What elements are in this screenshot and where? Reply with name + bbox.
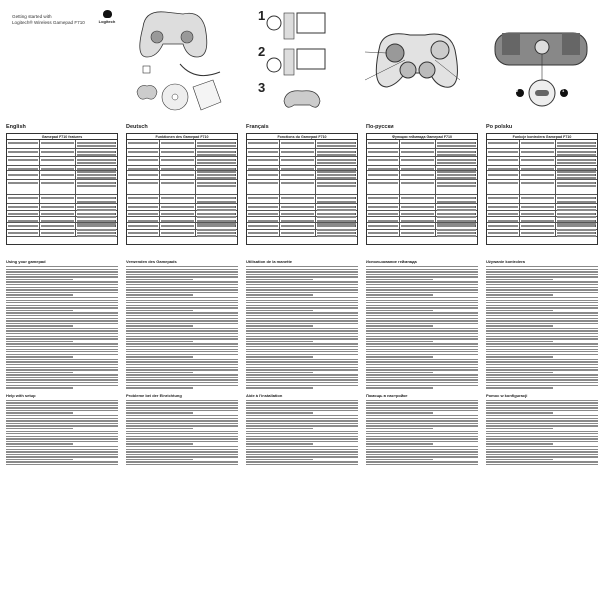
section-heading: Aide à l'installation [246, 392, 283, 398]
table-row [7, 140, 117, 149]
table-row [367, 204, 477, 211]
language-column-1 [126, 124, 238, 467]
gamepad-top-switch-diagram [490, 25, 600, 125]
table-row [127, 140, 237, 149]
table-row [247, 223, 357, 230]
features-table [126, 133, 238, 245]
table-row [7, 195, 117, 204]
language-heading: Français [246, 124, 269, 130]
table-row [487, 230, 597, 237]
logo-text: Logitech [98, 19, 116, 24]
table-title: Funkcje kontrolera Gamepad F710 [487, 134, 597, 140]
table-row [7, 211, 117, 218]
language-heading: Po polsku [486, 124, 513, 130]
logitech-logo [98, 10, 116, 24]
title-line-1: Getting started with [12, 14, 52, 19]
language-column-0 [6, 124, 118, 467]
table-row [487, 211, 597, 218]
section-heading: Probleme bei der Einrichtung [126, 392, 182, 398]
callout-1: 1 [562, 88, 565, 93]
table-row [247, 230, 357, 237]
table-row [367, 180, 477, 195]
table-row [7, 223, 117, 230]
callout-2: 2 [516, 88, 519, 93]
table-row [367, 223, 477, 230]
section-heading: Использование геймпада [366, 259, 417, 264]
table-row [487, 195, 597, 204]
table-title: Gamepad F710 features [7, 134, 117, 140]
title-line-2: Logitech® Wireless Gamepad F710 [12, 20, 85, 25]
table-row [127, 223, 237, 230]
table-row [127, 157, 237, 166]
section-heading: Using your gamepad [6, 259, 46, 264]
table-row [127, 195, 237, 204]
language-heading: English [6, 124, 26, 130]
table-row [247, 157, 357, 166]
table-row [127, 149, 237, 158]
table-row [487, 223, 597, 230]
table-row [487, 204, 597, 211]
table-row [367, 149, 477, 158]
table-row [247, 180, 357, 195]
setup-steps-illustration [262, 5, 342, 115]
table-row [127, 230, 237, 237]
table-row [7, 157, 117, 166]
table-row [7, 180, 117, 195]
table-row [127, 204, 237, 211]
features-table [486, 133, 598, 245]
table-title: Funktionen des Gamepad F710 [127, 134, 237, 140]
step-2-number: 2 [258, 44, 266, 59]
table-row [7, 149, 117, 158]
table-row [127, 171, 237, 180]
table-row [367, 195, 477, 204]
table-row [7, 204, 117, 211]
table-row [367, 157, 477, 166]
gamepad-controls-diagram [365, 25, 465, 95]
table-row [247, 149, 357, 158]
language-heading: Deutsch [126, 124, 148, 130]
section-heading: Używanie kontrolera [486, 259, 525, 264]
table-row [247, 211, 357, 218]
document-title [12, 14, 85, 26]
table-row [367, 211, 477, 218]
features-table [246, 133, 358, 245]
table-row [247, 171, 357, 180]
table-row [487, 171, 597, 180]
step-3-number: 3 [258, 80, 266, 95]
step-1-number: 1 [258, 8, 266, 23]
table-row [127, 211, 237, 218]
table-row [7, 230, 117, 237]
package-contents-illustration [125, 2, 250, 117]
table-row [367, 230, 477, 237]
table-row [247, 140, 357, 149]
section-heading: Verwenden des Gamepads [126, 259, 177, 264]
features-table [366, 133, 478, 245]
table-row [487, 140, 597, 149]
section-heading: Помощь в настройке [366, 392, 408, 398]
language-column-2 [246, 124, 358, 467]
table-row [487, 180, 597, 195]
table-row [127, 180, 237, 195]
features-table [6, 133, 118, 245]
section-heading: Pomoc w konfiguracji [486, 392, 528, 398]
language-column-3 [366, 124, 478, 467]
language-heading: По-русски [366, 124, 394, 130]
language-column-4 [486, 124, 598, 467]
table-row [7, 171, 117, 180]
section-heading: Utilisation de la manette [246, 259, 293, 264]
table-title: Функции геймпада Gamepad F710 [367, 134, 477, 140]
table-title: Fonctions du Gamepad F710 [247, 134, 357, 140]
table-row [367, 140, 477, 149]
table-row [487, 157, 597, 166]
table-row [367, 171, 477, 180]
table-row [247, 195, 357, 204]
table-row [247, 204, 357, 211]
section-heading: Help with setup [6, 392, 36, 398]
table-row [487, 149, 597, 158]
